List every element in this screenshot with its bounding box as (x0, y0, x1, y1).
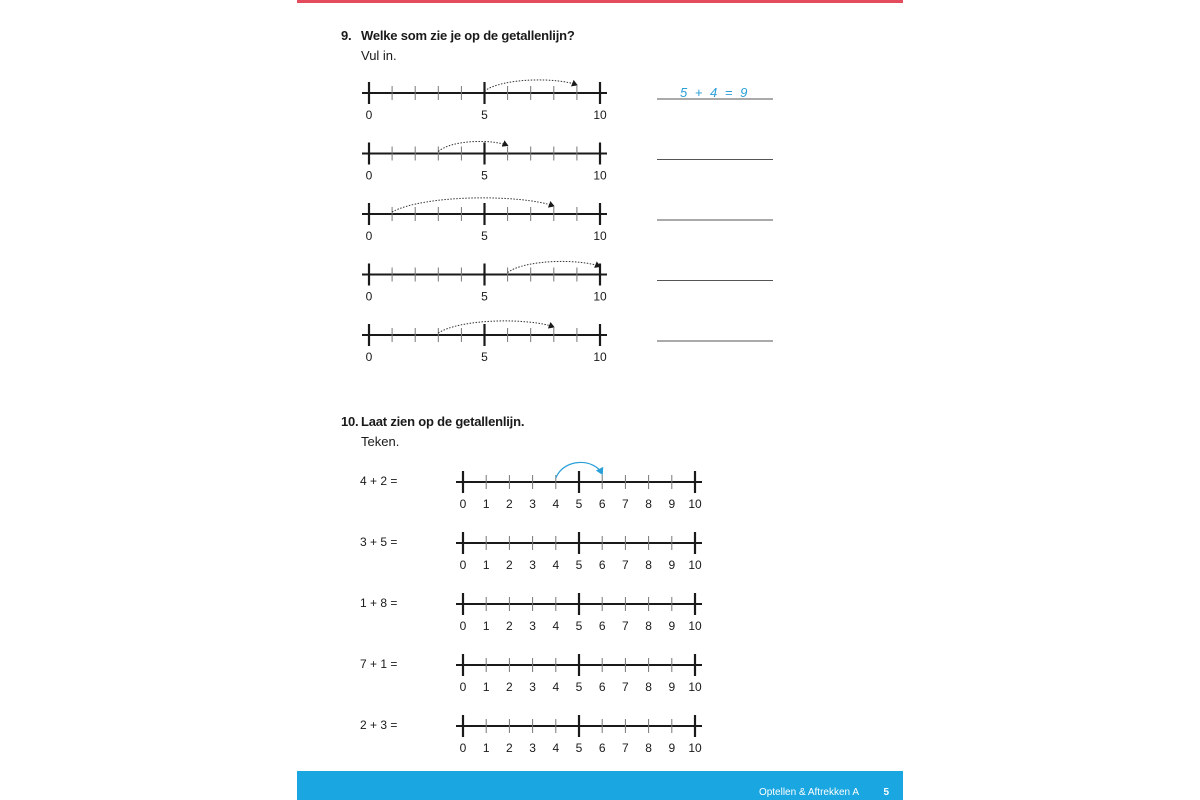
q10-expression-2: 3 + 5 = (360, 535, 398, 549)
q10-line-2-label-9: 9 (668, 558, 676, 572)
q9-line-1-label-10: 10 (593, 108, 607, 122)
question-10-instruction: Teken. (361, 434, 400, 449)
q9-line-4-label-5: 5 (481, 289, 488, 304)
q10-line-3-label-1: 1 (482, 619, 490, 633)
q10-line-4-label-1: 1 (482, 680, 490, 694)
q10-line-3-label-9: 9 (668, 619, 676, 633)
q10-line-4-label-6: 6 (598, 680, 606, 694)
q10-line-2-label-0: 0 (459, 558, 467, 572)
q10-line-5-label-4: 4 (552, 741, 560, 755)
q10-line-5-label-6: 6 (598, 741, 606, 755)
q10-line-1-label-3: 3 (529, 497, 536, 511)
number-lines (297, 0, 903, 771)
q10-line-2-label-1: 1 (482, 558, 490, 572)
q9-line-5-label-0: 0 (365, 350, 373, 364)
question-10-title: Laat zien op de getallenlijn. (361, 414, 525, 429)
q10-line-2-label-2: 2 (506, 558, 513, 572)
q9-line-3-label-0: 0 (365, 229, 373, 243)
q10-line-4-label-9: 9 (668, 680, 676, 694)
q10-line-5-label-3: 3 (529, 741, 536, 755)
q10-line-5-label-1: 1 (482, 741, 490, 755)
q10-line-2-label-4: 4 (552, 558, 560, 572)
q10-expression-5: 2 + 3 = (360, 718, 398, 732)
q10-line-3-label-2: 2 (506, 619, 513, 633)
q10-line-2-label-5: 5 (575, 558, 583, 572)
q10-line-5-label-7: 7 (622, 741, 629, 755)
q10-line-1-label-7: 7 (622, 497, 629, 511)
q10-line-4-label-0: 0 (459, 680, 467, 694)
q10-line-5-label-0: 0 (459, 741, 467, 755)
q9-line-2-label-5: 5 (481, 168, 488, 183)
q10-line-2-label-3: 3 (529, 558, 536, 572)
q9-line-2-label-10: 10 (593, 168, 607, 183)
q10-line-2-label-8: 8 (645, 558, 652, 572)
footer-book-title: Optellen & Aftrekken A (758, 787, 859, 798)
q10-line-4-label-5: 5 (575, 680, 583, 694)
q9-line-5-label-5: 5 (481, 350, 488, 364)
q9-line-1-label-0: 0 (365, 108, 373, 122)
q10-line-2-label-10: 10 (688, 558, 702, 572)
q10-line-3-label-8: 8 (645, 619, 652, 633)
q9-line-5-jump-arrow (438, 321, 554, 333)
q10-line-5-label-5: 5 (575, 741, 583, 755)
q10-line-3-label-10: 10 (688, 619, 702, 633)
q10-line-4-label-10: 10 (688, 680, 702, 694)
q10-line-5-label-9: 9 (668, 741, 676, 755)
q10-expression-4: 7 + 1 = (360, 657, 398, 671)
q9-answer-1-text: 5 + 4 = 9 (680, 85, 750, 100)
q10-line-5-label-10: 10 (688, 741, 702, 755)
q9-line-3-label-10: 10 (593, 229, 607, 243)
q10-line-5-label-2: 2 (506, 741, 513, 755)
q9-line-3-jump-arrow (392, 198, 554, 212)
q10-line-3-label-5: 5 (575, 619, 583, 633)
worksheet-page (297, 0, 903, 800)
q9-line-4-label-0: 0 (365, 289, 373, 304)
footer-page-number: 5 (883, 787, 889, 798)
q10-line-2-label-7: 7 (622, 558, 629, 572)
q10-line-1-label-4: 4 (552, 497, 560, 511)
q10-line-4-label-7: 7 (622, 680, 629, 694)
q9-line-1-label-5: 5 (481, 108, 488, 122)
q9-line-4-label-10: 10 (593, 289, 607, 304)
q10-line-4-label-4: 4 (552, 680, 560, 694)
q9-line-2-jump-arrow (438, 141, 507, 151)
q10-line-1-label-1: 1 (482, 497, 490, 511)
footer-bar (297, 771, 903, 800)
q9-line-2-label-0: 0 (365, 168, 373, 183)
q10-line-5-label-8: 8 (645, 741, 652, 755)
q10-line-1-label-6: 6 (598, 497, 606, 511)
q10-line-1-label-5: 5 (575, 497, 583, 511)
question-9-instruction: Vul in. (361, 48, 397, 63)
q10-line-4-label-8: 8 (645, 680, 652, 694)
q10-line-4-label-2: 2 (506, 680, 513, 694)
q10-line-1-label-8: 8 (645, 497, 652, 511)
q10-line-1-label-2: 2 (506, 497, 513, 511)
q10-expression-3: 1 + 8 = (360, 596, 398, 610)
q10-line-3-label-3: 3 (529, 619, 536, 633)
question-9-number: 9. (341, 28, 352, 43)
question-10-number: 10. (341, 414, 359, 429)
q10-line-3-label-4: 4 (552, 619, 560, 633)
q10-line-1-label-0: 0 (459, 497, 467, 511)
q10-line-1-label-9: 9 (668, 497, 676, 511)
q10-line-1-label-10: 10 (688, 497, 702, 511)
q9-line-5-label-10: 10 (593, 350, 607, 364)
q10-line-3-label-7: 7 (622, 619, 629, 633)
q10-line-4-label-3: 3 (529, 680, 536, 694)
q9-line-3-label-5: 5 (481, 229, 488, 243)
q10-line-3-label-0: 0 (459, 619, 467, 633)
q10-line-3-label-6: 6 (598, 619, 606, 633)
question-9-title: Welke som zie je op de getallenlijn? (361, 28, 575, 43)
q10-line-2-label-6: 6 (598, 558, 606, 572)
q10-expression-1: 4 + 2 = (360, 474, 398, 488)
